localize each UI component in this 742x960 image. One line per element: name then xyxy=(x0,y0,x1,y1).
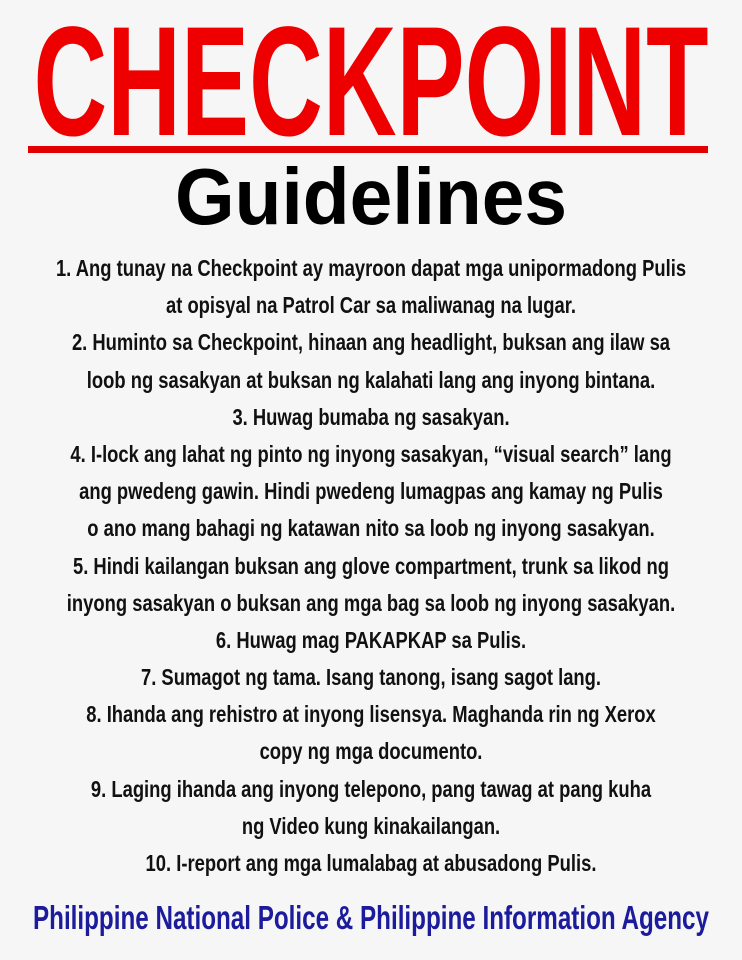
guideline-text: o ano mang bahagi ng katawan nito sa loob ng inyong sasakyan. xyxy=(87,515,655,542)
poster-title xyxy=(0,6,742,146)
guideline-item xyxy=(0,621,742,658)
guideline-line xyxy=(0,621,742,658)
guideline-text: 8. Ihanda ang rehistro at inyong lisensya. Maghanda rin ng Xerox xyxy=(86,701,656,728)
guideline-item xyxy=(0,323,742,397)
guideline-line xyxy=(0,249,742,286)
guideline-text: 5. Hindi kailangan buksan ang glove compartment, trunk sa likod ng xyxy=(72,552,670,579)
guideline-line xyxy=(0,844,742,881)
guideline-item xyxy=(0,398,742,435)
guideline-text: inyong sasakyan o buksan ang mga bag sa loob ng inyong sasakyan. xyxy=(66,589,676,616)
guideline-line xyxy=(0,584,742,621)
guideline-line xyxy=(0,695,742,732)
guideline-item xyxy=(0,658,742,695)
subtitle-text: Guidelines xyxy=(175,152,567,241)
guideline-line xyxy=(0,509,742,546)
guideline-text: ng Video kung kinakailangan. xyxy=(241,812,501,839)
guideline-item xyxy=(0,695,742,769)
guideline-text: 1. Ang tunay na Checkpoint ay mayroon dapat mga unipormadong Pulis xyxy=(55,255,687,281)
guideline-text: 4. I-lock ang lahat ng pinto ng inyong sasakyan, “visual search” lang xyxy=(70,440,672,467)
guideline-line xyxy=(0,435,742,472)
guideline-text: ang pwedeng gawin. Hindi pwedeng lumagpas ang kamay ng Pulis xyxy=(79,478,663,505)
guideline-text: 2. Huminto sa Checkpoint, hinaan ang headlight, buksan ang ilaw sa xyxy=(71,329,671,356)
guideline-line xyxy=(0,658,742,695)
guideline-line xyxy=(0,547,742,584)
guideline-item xyxy=(0,547,742,621)
guideline-line xyxy=(0,807,742,844)
guideline-text: 7. Sumagot ng tama. Isang tanong, isang sagot lang. xyxy=(140,664,602,691)
guideline-line xyxy=(0,323,742,360)
guideline-text: copy ng mga documento. xyxy=(259,738,483,765)
guideline-text: loob ng sasakyan at buksan ng kalahati lang ang inyong bintana. xyxy=(86,366,656,393)
guideline-item xyxy=(0,844,742,881)
guideline-line xyxy=(0,398,742,435)
guideline-text: 6. Huwag mag PAKAPKAP sa Pulis. xyxy=(215,626,527,653)
guideline-line xyxy=(0,732,742,769)
title-text: CHECKPOINT xyxy=(33,6,709,146)
guideline-line xyxy=(0,770,742,807)
guideline-item xyxy=(0,435,742,547)
guideline-text: 3. Huwag bumaba ng sasakyan. xyxy=(232,403,510,430)
footer-agencies: Philippine National Police & Philippine Information Agency xyxy=(33,899,710,936)
guideline-line xyxy=(0,472,742,509)
guideline-line xyxy=(0,361,742,398)
guideline-item xyxy=(0,770,742,844)
guideline-line xyxy=(0,286,742,323)
guideline-item xyxy=(0,249,742,323)
guidelines-list xyxy=(0,249,742,881)
guideline-text: at opisyal na Patrol Car sa maliwanag na lugar. xyxy=(165,292,577,319)
guideline-text: 10. I-report ang mga lumalabag at abusadong Pulis. xyxy=(145,850,597,876)
poster-subtitle xyxy=(0,152,742,242)
footer xyxy=(0,894,742,940)
guideline-text: 9. Laging ihanda ang inyong telepono, pang tawag at pang kuha xyxy=(90,775,652,802)
